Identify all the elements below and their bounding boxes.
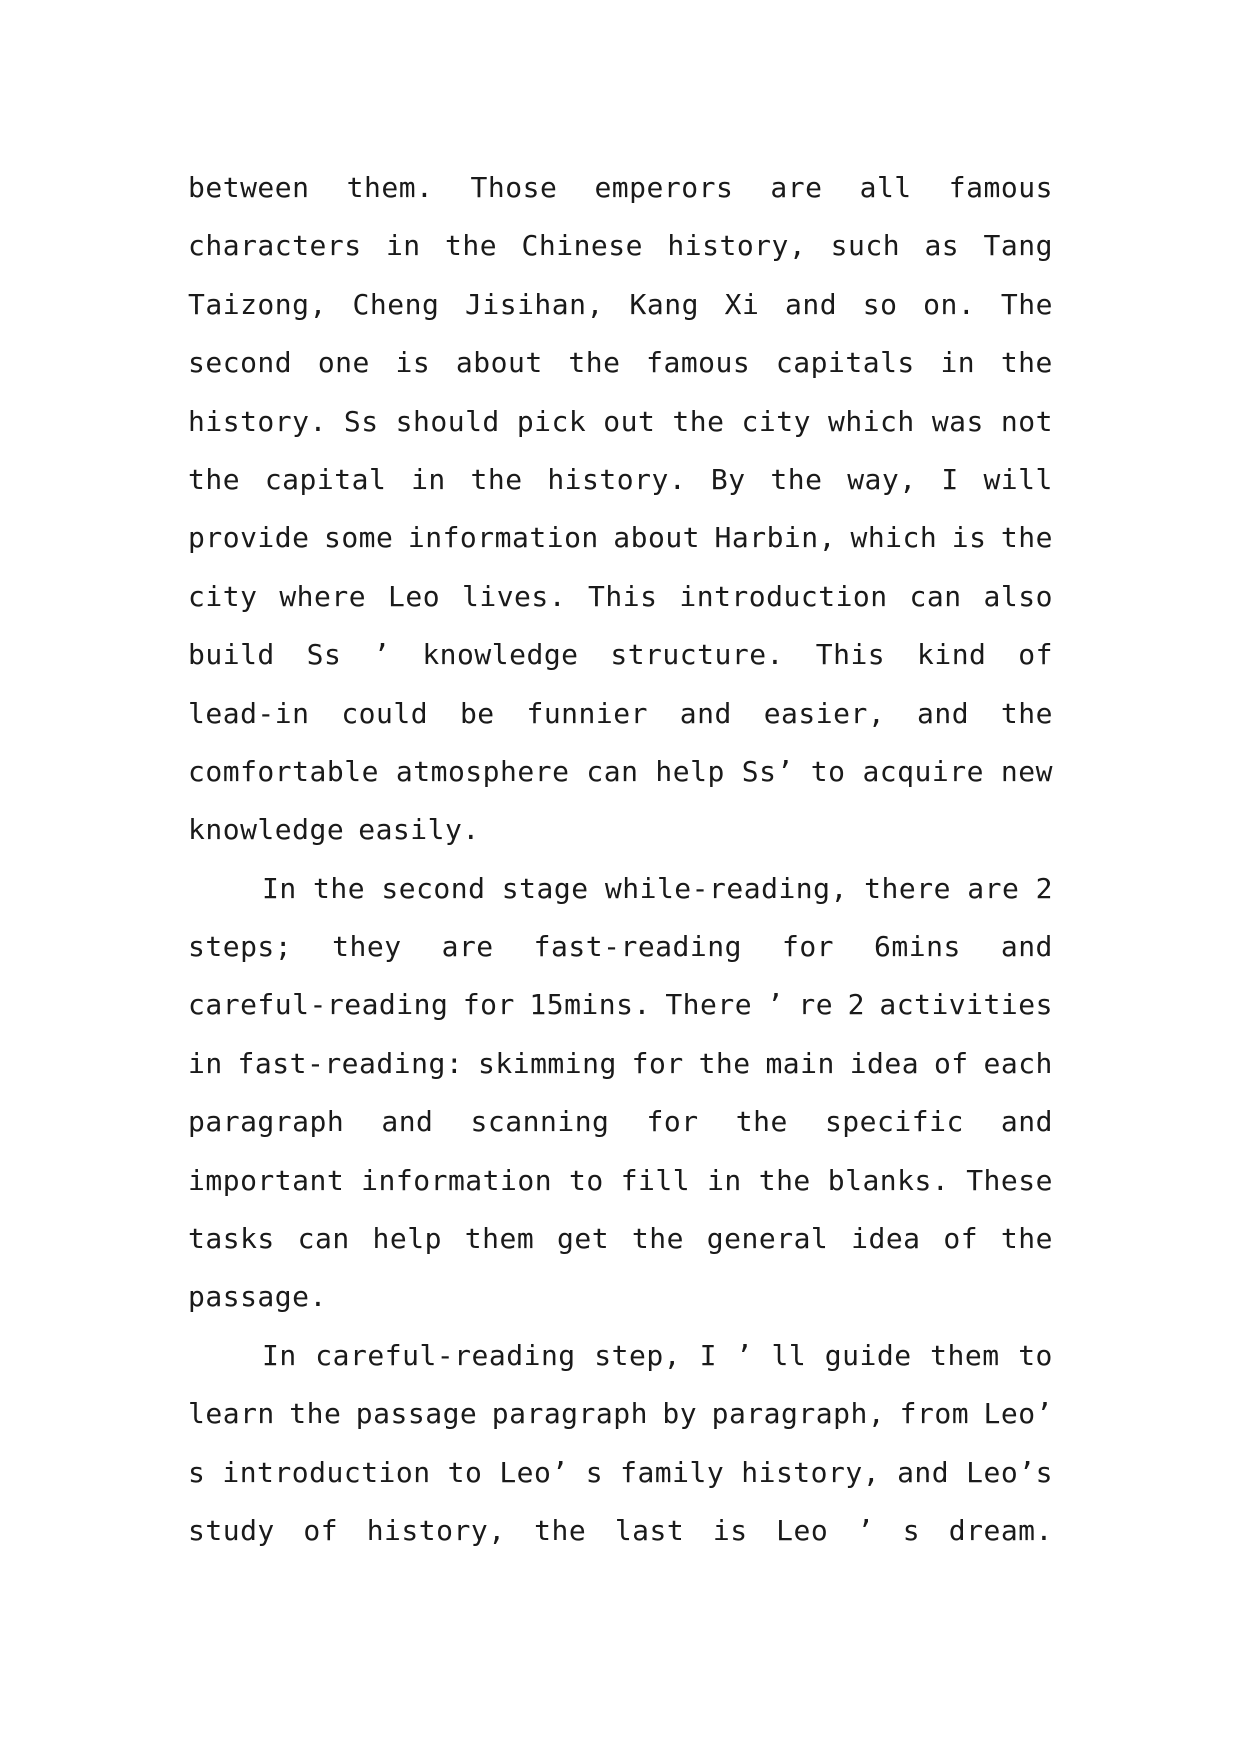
word: of (933, 1046, 969, 1080)
word: lead-in (188, 696, 310, 730)
word: are (441, 930, 494, 964)
word: second (188, 346, 293, 380)
word: which (827, 404, 915, 438)
word: are (770, 171, 823, 204)
word: some (323, 521, 394, 555)
word: comfortable (188, 754, 379, 788)
word: step, (594, 1338, 682, 1372)
word: general (706, 1222, 829, 1256)
word: the (631, 1222, 684, 1256)
word: city (741, 404, 811, 438)
word: to (569, 1163, 604, 1197)
word: second (381, 871, 486, 905)
text-line (188, 217, 1053, 275)
word: there (864, 871, 951, 905)
text-line (188, 1210, 1053, 1268)
word: fill (620, 1163, 691, 1197)
word: the (188, 462, 241, 496)
text-line (188, 1385, 1053, 1443)
word: family (620, 1455, 725, 1489)
word: s (585, 1455, 604, 1489)
word: Ss’ (741, 754, 794, 788)
word: of (943, 1222, 979, 1256)
word: specific (824, 1105, 964, 1139)
word: was (931, 404, 984, 438)
word: which (850, 521, 938, 555)
word: as (924, 229, 960, 263)
word: fast-reading: (237, 1046, 464, 1080)
word: fast-reading (533, 930, 742, 964)
word: city (188, 579, 258, 613)
word: The (1000, 287, 1053, 321)
word: the (313, 871, 366, 905)
word: the (672, 404, 725, 438)
word: ’ (373, 638, 391, 672)
word: is (712, 1513, 748, 1547)
word: of (1018, 638, 1053, 672)
document-page (188, 159, 1053, 1560)
word: in (188, 1046, 223, 1080)
word: funnier (526, 696, 648, 730)
word: atmosphere (395, 754, 570, 788)
word: capital (264, 462, 387, 496)
word: guide (824, 1338, 912, 1372)
word: learn (188, 1397, 275, 1431)
word: 6mins (874, 930, 961, 964)
word: blanks. (827, 1163, 950, 1197)
word: ll (771, 1338, 807, 1372)
word: for (631, 1046, 684, 1080)
text-line (188, 626, 1053, 684)
word: characters (188, 229, 362, 263)
word: history, (366, 1513, 506, 1547)
word: such (830, 229, 901, 263)
word: By (710, 462, 746, 496)
word: main (765, 1046, 835, 1080)
text-line (188, 1327, 1053, 1385)
text-line (188, 1502, 1053, 1560)
word: them. (346, 171, 434, 204)
word: I (699, 1338, 717, 1372)
text-line (188, 976, 1053, 1034)
word: careful-reading (188, 988, 449, 1022)
word: about (613, 521, 701, 555)
text-line (188, 1268, 1053, 1326)
text-line (188, 1035, 1053, 1093)
word: 15mins. (529, 988, 651, 1022)
word: stage (501, 871, 589, 905)
word: lives. (461, 579, 567, 613)
word: idea (851, 1222, 921, 1256)
word: 2 (847, 988, 865, 1022)
word: on. (923, 287, 976, 321)
word: can (586, 754, 639, 788)
word: famous (646, 346, 751, 380)
word: Jisihan, (465, 287, 604, 321)
word: passage (355, 1397, 478, 1431)
word: Xi (724, 287, 760, 321)
word: help (655, 754, 725, 788)
word: not (1000, 404, 1053, 438)
word: while-reading, (604, 871, 848, 905)
word: Those (470, 171, 558, 204)
word: for (462, 988, 515, 1022)
word: careful-reading (315, 1338, 576, 1372)
text-line (188, 685, 1053, 743)
word: 2 (1035, 871, 1053, 905)
word: in (707, 1163, 742, 1197)
word: knowledge (422, 638, 579, 672)
word: These (966, 1163, 1053, 1197)
word: acquire (862, 754, 984, 788)
word: be (459, 696, 495, 730)
word: Harbin, (714, 521, 837, 555)
document-body (188, 159, 1053, 1560)
word: history, (741, 1455, 881, 1489)
word: provide (188, 521, 310, 555)
text-line (188, 1444, 1053, 1502)
word: Taizong, (188, 287, 327, 321)
word: out (603, 404, 656, 438)
word: activities (879, 988, 1053, 1022)
word: s (188, 1455, 206, 1489)
word: and (1000, 930, 1053, 964)
word: There (665, 988, 753, 1022)
word: the (758, 1163, 811, 1197)
word: in (385, 229, 421, 263)
word: the (698, 1046, 751, 1080)
word: Leo’s (966, 1455, 1053, 1489)
word: all (859, 171, 912, 204)
word: This (588, 579, 658, 613)
word: the (1000, 1222, 1053, 1256)
word: tasks (188, 1222, 275, 1256)
word: the (735, 1105, 788, 1139)
word: to (1018, 1338, 1053, 1372)
text-line (188, 743, 1053, 801)
word: easier, (763, 696, 886, 730)
word: ’ (856, 1513, 875, 1547)
word: ’ (766, 988, 784, 1022)
text-line (188, 159, 1053, 217)
word: dream. (948, 1513, 1053, 1547)
word: the (534, 1513, 587, 1547)
word: Leo (388, 579, 441, 613)
word: and (917, 696, 970, 730)
word: and (897, 1455, 950, 1489)
word: steps; (188, 930, 293, 964)
word: ’ (735, 1338, 753, 1372)
text-line (188, 1152, 1053, 1210)
word: emperors (594, 171, 734, 204)
word: can (909, 579, 962, 613)
word: idea (849, 1046, 920, 1080)
word: Leo’ (499, 1455, 569, 1489)
word: Chinese (521, 229, 644, 263)
word: help (372, 1222, 442, 1256)
word: can (297, 1222, 350, 1256)
word: study (188, 1513, 275, 1547)
word: structure. (610, 638, 784, 672)
word: about (455, 346, 543, 380)
word: of (303, 1513, 339, 1547)
word: the (1000, 346, 1053, 380)
word: to (447, 1455, 483, 1489)
word: information (361, 1163, 553, 1197)
word: last (614, 1513, 685, 1547)
word: way, (847, 462, 917, 496)
word: the (470, 462, 523, 496)
word: build (188, 638, 275, 672)
word: will (983, 462, 1053, 496)
word: scanning (470, 1105, 610, 1139)
word: easily. (358, 813, 480, 847)
word: so (862, 287, 898, 321)
word: in (411, 462, 446, 496)
word: get (557, 1222, 610, 1256)
word: the (289, 1397, 342, 1431)
text-line (188, 509, 1053, 567)
text-line (188, 801, 1053, 859)
word: to (810, 754, 846, 788)
word: information (407, 521, 599, 555)
word: where (279, 579, 367, 613)
word: history. (547, 462, 687, 496)
word: In (262, 871, 297, 905)
word: In (262, 1338, 297, 1372)
word: is (951, 521, 987, 555)
word: introduction (222, 1455, 431, 1489)
word: paragraph (491, 1397, 648, 1431)
word: in (940, 346, 976, 380)
word: is (395, 346, 431, 380)
word: Leo (776, 1513, 829, 1547)
text-line (188, 334, 1053, 392)
word: paragraph (188, 1105, 345, 1139)
word: between (188, 171, 310, 204)
word: the (568, 346, 621, 380)
word: I (941, 462, 959, 496)
word: the (445, 229, 498, 263)
word: them (464, 1222, 535, 1256)
word: one (317, 346, 370, 380)
text-line (188, 568, 1053, 626)
word: history, (667, 229, 807, 263)
word: also (983, 579, 1053, 613)
word: could (341, 696, 429, 730)
word: Cheng (352, 287, 440, 321)
word: s (902, 1513, 921, 1547)
text-line (188, 393, 1053, 451)
word: and (679, 696, 732, 730)
word: and (1000, 1105, 1053, 1139)
word: new (1000, 754, 1053, 788)
word: Ss (343, 404, 379, 438)
word: and (381, 1105, 434, 1139)
word: famous (948, 171, 1053, 204)
word: and (785, 287, 838, 321)
text-line (188, 918, 1053, 976)
word: Kang (629, 287, 699, 321)
word: knowledge (188, 813, 345, 847)
word: important (188, 1163, 345, 1197)
text-line (188, 1093, 1053, 1151)
word: them (930, 1338, 1000, 1372)
word: from (899, 1397, 970, 1431)
text-line (188, 276, 1053, 334)
word: Leo’ (983, 1397, 1053, 1431)
word: pick (516, 404, 587, 438)
word: history. (188, 404, 327, 438)
word: should (395, 404, 500, 438)
word: introduction (679, 579, 888, 613)
text-line (188, 451, 1053, 509)
word: the (770, 462, 823, 496)
word: paragraph, (711, 1397, 886, 1431)
word: for (781, 930, 835, 964)
word: the (1000, 521, 1053, 555)
word: kind (916, 638, 987, 672)
word: Ss (306, 638, 342, 672)
word: are (967, 871, 1020, 905)
word: Tang (983, 229, 1053, 263)
word: the (1000, 696, 1053, 730)
word: by (662, 1397, 698, 1431)
text-line (188, 860, 1053, 918)
word: for (646, 1105, 699, 1139)
word: re (798, 988, 834, 1022)
word: This (815, 638, 886, 672)
word: they (332, 930, 402, 964)
word: passage. (188, 1280, 327, 1314)
word: skimming (478, 1046, 617, 1080)
word: capitals (775, 346, 915, 380)
word: each (983, 1046, 1053, 1080)
